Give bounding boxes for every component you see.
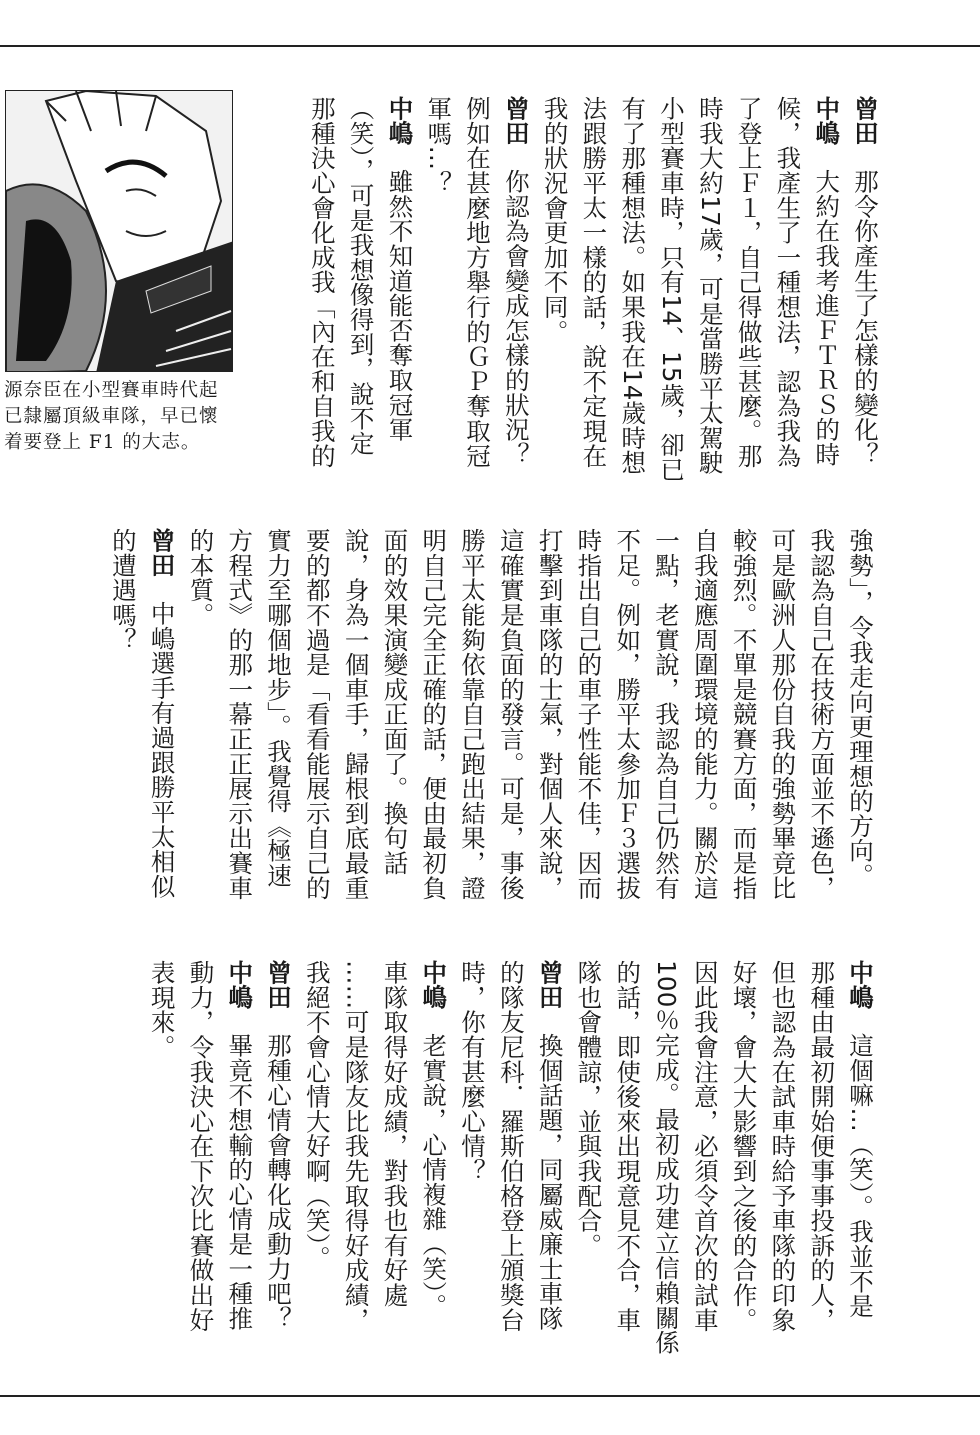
column-text: 換個話題，同屬威廉士車隊 [535, 1033, 565, 1331]
column-text: 自我適應周圍環境的能力。關於這 [690, 528, 720, 900]
dialogue-column [380, 96, 419, 482]
speaker-label: 曾田 [535, 960, 565, 1009]
text-column [724, 528, 763, 900]
text-column [297, 528, 336, 900]
column-text: 可是歐洲人那份自我的強勢畢竟比 [768, 528, 798, 900]
text-column [690, 96, 729, 482]
column-text: 雖然不知道能否奪取冠軍 [385, 169, 415, 442]
column-text: 一點，老實說，我認為自己仍然有 [652, 528, 682, 900]
text-column [103, 528, 142, 900]
column-text: 時我大約17歲，可是當勝平太駕駛 [695, 96, 725, 475]
column-text: 我認為自己在技術方面並不遜色， [807, 528, 837, 900]
column-text: 了登上Ｆ１，自己得做些甚麼。那 [734, 96, 764, 468]
speaker-label: 中嶋 [846, 960, 875, 1009]
column-text: 這個嘛…（笑）。我並不是 [846, 1033, 875, 1319]
column-text: 較強烈。不單是競賽方面，而是指 [729, 528, 759, 900]
dialogue-column [142, 528, 181, 900]
column-text: 表現來。 [147, 960, 177, 1060]
text-column [530, 528, 569, 900]
text-column [375, 528, 414, 900]
text-column [763, 528, 802, 900]
text-column [612, 96, 651, 482]
text-column [452, 528, 491, 900]
speaker-label: 曾田 [501, 96, 531, 145]
column-text: 有了那種想法。如果我在14歲時想 [618, 96, 648, 475]
text-column [801, 528, 840, 900]
text-column [685, 960, 724, 1355]
text-column [724, 960, 763, 1355]
dialogue-column [530, 960, 569, 1355]
text-column [457, 96, 496, 482]
column-text: 的話，即使後來出現意見不合，車 [613, 960, 643, 1332]
column-text: 老實說，心情複雜（笑）。 [419, 1033, 449, 1319]
text-column [607, 960, 646, 1355]
column-text: 大約在我考進ＦＴＲＳ的時 [812, 169, 842, 467]
column-text: ……可是隊友比我先取得好成績， [341, 960, 371, 1332]
text-column [763, 960, 802, 1355]
text-column [535, 96, 574, 482]
column-text: 那種心情會轉化成動力吧？ [264, 1033, 294, 1331]
dialogue-column [413, 960, 452, 1355]
speaker-label: 曾田 [147, 528, 177, 577]
column-text: 勝平太能夠依靠自己跑出結果，證 [458, 528, 488, 900]
text-column [452, 960, 491, 1355]
bottom-rule [0, 1395, 980, 1397]
text-column [768, 96, 807, 482]
column-text: 100％完成。最初成功建立信賴關係 [652, 960, 682, 1355]
column-text: （笑），可是我想像得到，說不定 [346, 96, 376, 456]
column-text: 那種決心會化成我「內在和自我的 [307, 96, 337, 468]
text-column [569, 960, 608, 1355]
text-column [685, 528, 724, 900]
text-column [341, 96, 380, 482]
interview-section-middle [103, 528, 879, 900]
column-text: 實力至哪個地步」。我覺得《極速 [264, 528, 294, 888]
text-column [491, 528, 530, 900]
column-text: 那種由最初開始便事事投訴的人， [807, 960, 837, 1332]
interview-section-bottom [142, 960, 879, 1355]
text-column [181, 528, 220, 900]
column-text: 要的都不過是「看看能展示自己的 [302, 528, 332, 900]
column-text: 這確實是負面的發言。可是，事後 [496, 528, 526, 900]
text-column [418, 96, 457, 482]
text-column [336, 960, 375, 1355]
column-text: 強勢」，令我走向更理想的方向。 [846, 528, 875, 888]
column-text: 小型賽車時，只有14、15歲，卻已 [657, 96, 687, 482]
dialogue-column [219, 960, 258, 1355]
speaker-label: 曾田 [264, 960, 294, 1009]
text-column [651, 96, 690, 482]
column-text: 車隊取得好成績，對我也有好處 [380, 960, 410, 1308]
column-text: 法跟勝平太一樣的話，說不定現在 [579, 96, 609, 468]
column-text: 中嶋選手有過跟勝平太相似 [147, 601, 177, 899]
interview-section-top [302, 96, 884, 482]
text-column [258, 528, 297, 900]
text-column [297, 960, 336, 1355]
column-text: 我的狀況會更加不同。 [540, 96, 570, 344]
column-text: 說，身為一個車手，歸根到底最重 [341, 528, 371, 900]
column-text: 時，你有甚麼心情？ [458, 960, 488, 1184]
text-column [574, 96, 613, 482]
text-column [569, 528, 608, 900]
text-column [336, 528, 375, 900]
column-text: 因此我會注意，必須令首次的試車 [690, 960, 720, 1332]
racer-drawing-icon [6, 91, 233, 372]
top-rule [0, 45, 980, 47]
column-text: 例如在甚麼地方舉行的ＧＰ奪取冠 [463, 96, 493, 468]
speaker-label: 曾田 [851, 96, 880, 145]
text-column [491, 960, 530, 1355]
column-text: 的隊友尼科．羅斯伯格登上頒獎台 [496, 960, 526, 1332]
text-column [646, 528, 685, 900]
speaker-label: 中嶋 [385, 96, 415, 145]
column-text: 那令你產生了怎樣的變化？ [851, 169, 880, 467]
text-column [413, 528, 452, 900]
figure-caption: 源奈臣在小型賽車時代起已隸屬頂級車隊，早已懷着要登上 F1 的大志。 [4, 380, 219, 453]
column-text: 明自己完全正確的話，便由最初負 [419, 528, 449, 900]
column-text: 軍嗎…？ [424, 96, 454, 196]
column-text: 方程式》的那一幕正正展示出賽車 [225, 528, 255, 900]
dialogue-column [496, 96, 535, 482]
speaker-label: 中嶋 [419, 960, 449, 1009]
column-text: 面的效果演變成正面了。換句話 [380, 528, 410, 876]
column-text: 的本質。 [186, 528, 216, 628]
text-column [840, 528, 879, 900]
dialogue-column [806, 96, 845, 482]
column-text: 隊也會體諒，並與我配合。 [574, 960, 604, 1258]
text-column [729, 96, 768, 482]
column-text: 好壞，會大大影響到之後的合作。 [729, 960, 759, 1332]
text-column [219, 528, 258, 900]
column-text: 時指出自己的車子性能不佳，因而 [574, 528, 604, 900]
text-column [607, 528, 646, 900]
column-text: 打擊到車隊的士氣，對個人來說， [535, 528, 565, 900]
text-column [801, 960, 840, 1355]
column-text: 不足。例如，勝平太參加Ｆ３選拔 [613, 528, 643, 900]
column-text: 你認為會變成怎樣的狀況？ [501, 169, 531, 467]
column-text: 畢竟不想輸的心情是一種推 [225, 1033, 255, 1331]
dialogue-column [258, 960, 297, 1355]
speaker-label: 中嶋 [225, 960, 255, 1009]
column-text: 候，我產生了一種想法，認為我為 [773, 96, 803, 468]
column-text: 我絕不會心情大好啊（笑）。 [302, 960, 332, 1271]
dialogue-column [845, 96, 884, 482]
text-column [646, 960, 685, 1355]
column-text: 動力，令我決心在下次比賽做出好 [186, 960, 216, 1332]
speaker-label: 中嶋 [812, 96, 842, 145]
column-text: 但也認為在試車時給予車隊的印象 [768, 960, 798, 1332]
column-text: 的遭遇嗎？ [108, 528, 138, 652]
text-column [142, 960, 181, 1355]
text-column [302, 96, 341, 482]
text-column [375, 960, 414, 1355]
dialogue-column [840, 960, 879, 1355]
manga-illustration [5, 90, 233, 372]
text-column [181, 960, 220, 1355]
